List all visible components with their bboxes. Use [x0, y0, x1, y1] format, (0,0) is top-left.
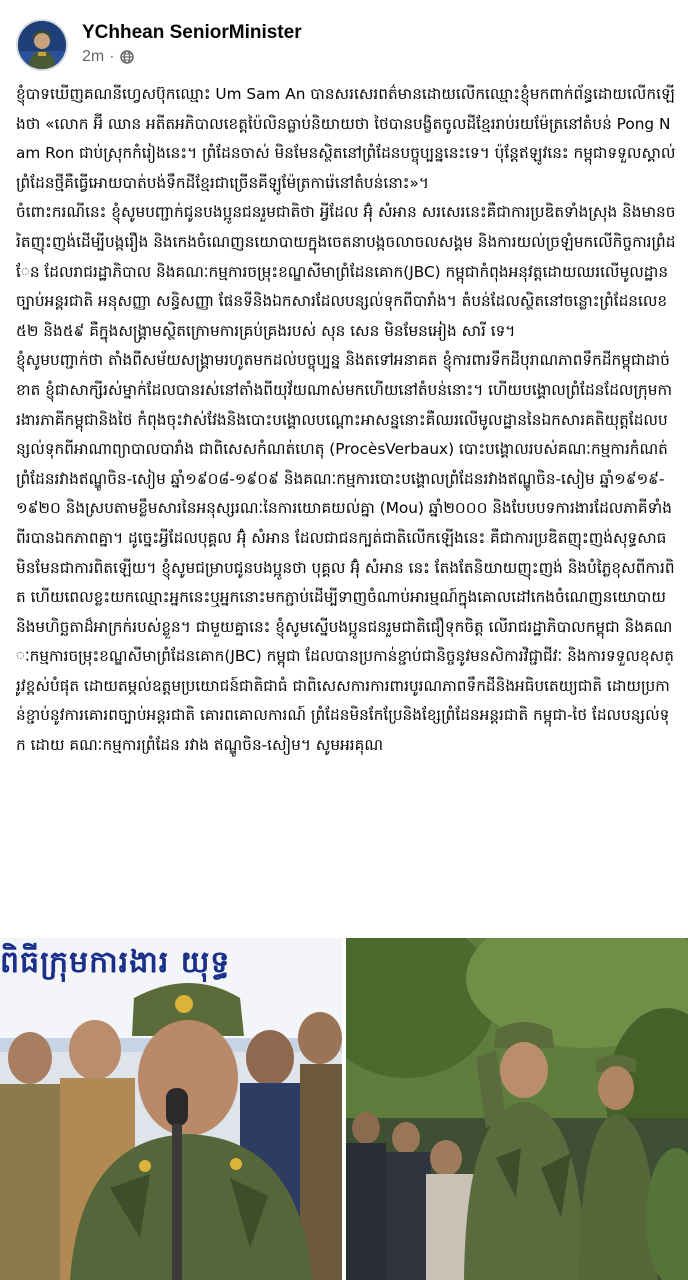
avatar[interactable]	[16, 19, 68, 71]
post-paragraph-3: ខ្ញុំសូមបញ្ជាក់ថា តាំងពីសម័យសង្គ្រាមរហូតមកដល់បច្ចុប្បន្ន និងតទៅអនាគត ខ្ញុំការពារទឹកដីបុរាណភាពទឹកដីកម្ពុជាដាច់ខាត ខ្ញុំជាសាក្សីរស់ម្នាក់ដែលបានរស់នៅតាំងពីយុវ័យណាស់មកហើយនៅតំបន់នោះ។ ហើយបង្គោលព្រំដែនដែលក្រុមការងារភាគីកម្ពុជានិងថៃ កំពុងចុះវាស់វែងនិងបោះបង្គោលបណ្តោះអាសន្ននោះគឺឈរលើមូលដ្ឋាននៃឯកសារគតិយុត្តដែលបន្សល់ទុកពីអាណាព្យាបាលបារាំង ជាពិសេសកំណត់ហេតុ (ProcèsVerbaux) បោះបង្គោលរបស់គណៈកម្មការកំណត់ព្រំដែនរវាងឥណ្ឌូចិន-សៀម ឆ្នាំ១៩០៨-១៩០៩ និងគណៈកម្មការបោះបង្គោលព្រំដែនរវាងឥណ្ឌូចិន-សៀម ឆ្នាំ១៩១៩-១៩២០ និងស្របតាមខ្លឹមសារនៃអនុស្សរណៈនៃការយោគយល់គ្នា (Mou) ឆ្នាំ២០០០ និងបែបបទការងារដែលភាគីទាំងពីរបានឯកភាពគ្នា។ ដូច្នេះអ្វីដែលបុគ្គល អ៊ុំ សំអាន ដែលជាជនក្បត់ជាតិលើកឡើងនេះ គឺជាការប្រឌិតញុះញង់សុទ្ធសាធមិនមែនជាការពិតឡើយ។ ខ្ញុំសូមជម្រាបជូនបងប្អូនថា បុគ្គល អ៊ុំ សំអាន នេះ តែងតែនិយាយញុះញង់ និងបំភ្លៃខុសពីការពិត ហើយពេលខ្លះយកឈ្មោះអ្នកនេះឬអ្នកនោះមកភ្ជាប់ដើម្បីទាញចំណាប់អារម្មណ៍ក្នុងគោលដៅកេងចំណេញនយោបាយ និងមហិច្ឆតាដ៏អាក្រក់របស់ខ្លួន។ ជាមួយគ្នានេះ ខ្ញុំសូមស្នើបងប្អូនជនរួមជាតិជឿទុកចិត្ត លើរាជរដ្ឋាភិបាលកម្ពុជា និងគណៈកម្មការចម្រុះខណ្ឌសីមាព្រំដែនគោក(JBC) កម្ពុជា ដែលបានប្រកាន់ខ្ជាប់ជានិច្ចនូវមនសិការវិជ្ជាជីវៈ និងការទទួលខុសត្រូវខ្ពស់បំផុត ដោយតម្កល់ឧត្តមប្រយោជន៍ជាតិជាធំ ជាពិសេសការការពារបូរណភាពទឹកដីនិងអធិបតេយ្យជាតិ ដោយប្រកាន់ខ្ជាប់នូវការគោរពច្បាប់អន្តរជាតិ គោរពគោលការណ៍ ព្រំដែនមិនកែប្រែនិងខ្សែព្រំដែនអន្តរជាតិ កម្ពុជា-ថៃ ដែលបន្សល់ទុក ដោយ គណៈកម្មការព្រំដែន រវាង ឥណ្ឌូចិន-សៀម។ សូមអរគុណ	[16, 351, 675, 755]
post-paragraph-2: ចំពោះករណីនេះ ខ្ញុំសូមបញ្ជាក់ជូនបងប្អូនជនរួមជាតិថា អ្វីដែល អ៊ុំ សំអាន សរសេរនេះគឺជាការប្រឌិតទាំងស្រុង និងមានចរិតញុះញង់ដើម្បីបង្ករឿង និងកេងចំណេញនយោបាយក្នុងចេតនាបង្កចលាចលសង្គម និងការយល់ច្រឡំមកលើកិច្ចការព្រំដែន ដែលរាជរដ្ឋាភិបាល និងគណៈកម្មការចម្រុះខណ្ឌសីមាព្រំដែនគោក(JBC) កម្ពុជាកំពុងអនុវត្តដោយឈរលើមូលដ្ឋានច្បាប់អន្តរជាតិ អនុសញ្ញា សន្ធិសញ្ញា ផែនទីនិងឯកសារដែលបន្សល់ទុកពីបារាំង។ តំបន់ដែលស្ថិតនៅចន្លោះព្រំដែនលេខ៥២ និង៥៩ គឺក្នុងសង្គ្រាមស្ថិតក្រោមការគ្រប់គ្រងរបស់ សុន សេន មិនមែនអៀង សារី ទេ។	[16, 203, 676, 340]
photo-official-saluting[interactable]	[346, 938, 688, 1280]
avatar-image	[18, 21, 66, 69]
globe-icon[interactable]	[120, 50, 134, 64]
post-text	[16, 80, 676, 922]
photo-official-speaking[interactable]	[0, 938, 342, 1280]
photo-saluting-image	[346, 938, 688, 1280]
author-name[interactable]: YChhean SeniorMinister	[82, 22, 302, 43]
photo-grid	[0, 938, 688, 1280]
post-paragraph-1: ខ្ញុំបាទឃើញគណនីហ្វេសប៊ុកឈ្មោះ Um Sam An បានសរសេរពត៌មានដោយលើកឈ្មោះខ្ញុំមកពាក់ព័ន្ធដោយលើកឡើងថា «លោក អ៊ី ឈាន អតីតអភិបាលខេត្តប៉ៃលិនធ្លាប់និយាយថា ថៃបានបង្ខិតចូលដីខ្មែររាប់រយម៉ែត្រនៅតំបន់ Pong Nam Ron ជាប់ស្រុកកំរៀងនេះ។ ព្រំដែនចាស់ មិនមែនស្ថិតនៅព្រំដែនបច្ចុប្បន្ននេះទេ។ ប៉ុន្តែឥឡូវនេះ កម្ពុជាទទួលស្គាល់ព្រំដែនថ្មីគឺធ្វើអោយបាត់បង់ទឹកដីខ្មែរជាច្រើនគីឡូម៉ែត្រការ៉េនៅតំបន់នោះ»។	[16, 85, 676, 192]
post-meta	[82, 48, 134, 66]
meta-separator: ·	[109, 48, 115, 65]
post-time[interactable]: 2m	[82, 48, 105, 65]
post-header	[0, 0, 688, 80]
photo-banner-text: ពិធីក្រុមការងារ យុទ្ធ	[0, 945, 231, 980]
